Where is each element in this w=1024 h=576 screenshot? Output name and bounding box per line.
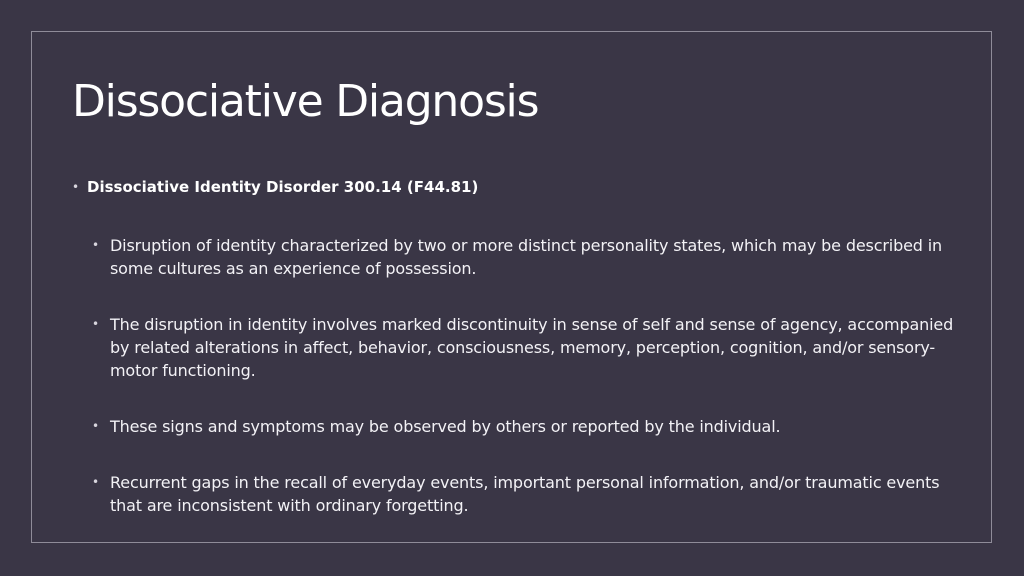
sub-bullet-3 — [92, 415, 962, 438]
bullet-dot: • — [92, 419, 99, 433]
bullet-dot: • — [72, 180, 80, 194]
sub-bullet-1 — [92, 234, 962, 280]
bullet-dot: • — [92, 475, 99, 489]
slide-content — [72, 176, 962, 517]
sub-bullet-text: Recurrent gaps in the recall of everyday events, important personal information, and/or traumatic events that are inconsistent with ordinary forgetting. — [110, 473, 940, 515]
bullet-dot: • — [92, 238, 99, 252]
main-bullet — [72, 176, 962, 199]
main-bullet-text: Dissociative Identity Disorder 300.14 (F44.81) — [87, 178, 479, 196]
bullet-dot: • — [92, 317, 99, 331]
sub-bullet-text: These signs and symptoms may be observed by others or reported by the individual. — [110, 417, 781, 436]
sub-bullet-2 — [92, 313, 962, 382]
sub-bullet-list — [72, 234, 962, 517]
sub-bullet-text: The disruption in identity involves marked discontinuity in sense of self and sense of agency, accompanied by related alterations in affect, behavior, consciousness, memory, perception, cognition, and/or sensory-motor functioning. — [110, 315, 954, 380]
slide-title: Dissociative Diagnosis — [72, 76, 539, 127]
sub-bullet-4 — [92, 471, 962, 517]
sub-bullet-text: Disruption of identity characterized by two or more distinct personality states, which may be described in some cultures as an experience of possession. — [110, 236, 942, 278]
